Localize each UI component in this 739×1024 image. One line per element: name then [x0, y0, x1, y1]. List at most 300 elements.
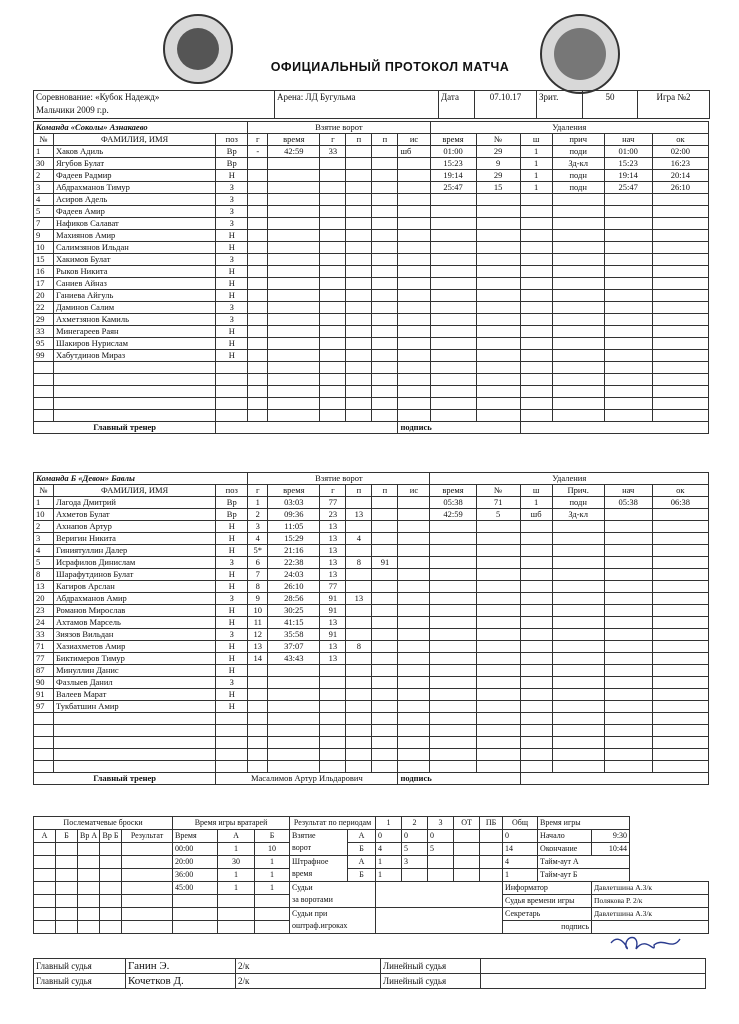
team-b-penalty-cell — [652, 713, 708, 725]
team-a-player-number — [34, 410, 54, 422]
page-title: ОФИЦИАЛЬНЫЙ ПРОТОКОЛ МАТЧА — [270, 60, 510, 74]
team-a-goal-cell — [248, 362, 268, 374]
team-b-penalty-cell — [430, 605, 476, 617]
team-a-player-position: З — [216, 254, 248, 266]
team-a-goal-cell: - — [248, 146, 268, 158]
team-a-goal-cell — [320, 182, 346, 194]
team-a-penalty-cell: 29 — [476, 146, 520, 158]
team-a-goal-cell — [372, 182, 398, 194]
team-a-goal-cell: 42:59 — [268, 146, 320, 158]
team-b-goal-cell: 03:03 — [268, 497, 320, 509]
team-b-goal-cell — [398, 533, 430, 545]
team-a-penalty-cell: 1 — [520, 182, 552, 194]
team-b-penalty-cell — [604, 737, 652, 749]
team-b-row — [34, 533, 709, 545]
team-a-col-header: ис — [398, 134, 430, 146]
team-a-penalty-cell: 25:47 — [430, 182, 476, 194]
team-b-goal-cell — [372, 653, 398, 665]
team-a-goal-cell — [398, 290, 430, 302]
goals-b-ot — [454, 843, 480, 856]
team-b-goal-cell — [346, 749, 372, 761]
team-a-penalty-cell — [476, 290, 520, 302]
team-a-goal-cell — [372, 194, 398, 206]
team-a-penalty-cell — [476, 338, 520, 350]
team-a-penalty-cell — [604, 314, 652, 326]
team-b-player-number: 24 — [34, 617, 54, 629]
team-b-penalty-cell — [604, 749, 652, 761]
team-a-penalty-cell — [552, 410, 604, 422]
team-a-penalty-cell — [652, 314, 708, 326]
team-b-penalty-cell — [652, 629, 708, 641]
team-b-penalty-cell — [520, 533, 552, 545]
team-b-player-position: З — [216, 629, 248, 641]
team-b-penalty-cell: 5 — [476, 509, 520, 521]
team-a-goal-cell — [346, 374, 372, 386]
team-b-goals-title: Взятие ворот — [248, 473, 430, 485]
team-a-goal-cell — [346, 302, 372, 314]
team-b-goal-cell — [346, 713, 372, 725]
team-a-goal-cell — [346, 290, 372, 302]
team-a-player-position: З — [216, 206, 248, 218]
team-b-col-header: г — [248, 485, 268, 497]
team-b-goal-cell — [248, 737, 268, 749]
team-b-goal-cell — [268, 737, 320, 749]
team-b-penalty-cell — [552, 749, 604, 761]
team-a-player-position: З — [216, 302, 248, 314]
team-b-penalty-cell — [604, 605, 652, 617]
team-a-penalty-cell — [520, 314, 552, 326]
team-a-player-name: Даминов Салим — [54, 302, 216, 314]
team-b-goal-cell: 8 — [248, 581, 268, 593]
team-a-player-position: Н — [216, 242, 248, 254]
team-a-goal-cell — [248, 158, 268, 170]
team-b-goal-cell — [320, 725, 346, 737]
team-a-penalty-cell — [430, 194, 476, 206]
team-b-penalty-cell — [476, 653, 520, 665]
team-b-goal-cell — [398, 653, 430, 665]
right-stamp-icon — [540, 14, 620, 94]
team-b-goal-cell — [346, 545, 372, 557]
team-a-penalty-cell: подн — [552, 170, 604, 182]
period-total-header: Общ — [503, 817, 538, 830]
team-b-penalty-cell — [652, 665, 708, 677]
team-b-penalty-cell — [604, 665, 652, 677]
team-a-player-name: Саниев Айназ — [54, 278, 216, 290]
team-a-penalty-cell: 29 — [476, 170, 520, 182]
team-a-penalty-cell — [552, 230, 604, 242]
team-a-player-position: Н — [216, 266, 248, 278]
team-a-player-number: 29 — [34, 314, 54, 326]
team-b-goal-cell — [372, 713, 398, 725]
team-b-penalty-cell — [552, 617, 604, 629]
team-b-goal-cell: 5* — [248, 545, 268, 557]
team-a-player-number: 95 — [34, 338, 54, 350]
team-b-penalty-cell — [652, 521, 708, 533]
timekeeper-label: Судья времени игры — [503, 895, 592, 908]
team-a-player-name — [54, 362, 216, 374]
goalie-row-4-b: 1 — [255, 882, 290, 895]
pen-judges-label-1: Судьи при — [292, 909, 328, 918]
team-b-goal-cell — [398, 713, 430, 725]
team-b-goal-cell: 13 — [320, 617, 346, 629]
main-referee-2-name: Кочетков Д. — [126, 974, 236, 989]
team-b-goal-cell — [268, 677, 320, 689]
team-b-player-position: З — [216, 593, 248, 605]
team-b-goal-cell — [320, 749, 346, 761]
team-b-row — [34, 593, 709, 605]
team-a-goal-cell — [346, 266, 372, 278]
secretary-cell — [592, 908, 709, 921]
team-a-goal-cell — [248, 266, 268, 278]
team-b-penalty-cell — [430, 749, 476, 761]
team-a-penalty-cell — [476, 326, 520, 338]
team-a-goal-cell — [398, 182, 430, 194]
team-a-row — [34, 326, 709, 338]
team-a-penalty-cell — [476, 362, 520, 374]
team-b-player-number: 1 — [34, 497, 54, 509]
team-a-goal-cell — [372, 158, 398, 170]
team-b-goal-cell — [346, 617, 372, 629]
team-b-col-header: время — [430, 485, 476, 497]
team-b-col-header: ФАМИЛИЯ, ИМЯ — [54, 485, 216, 497]
team-b-penalty-cell — [652, 617, 708, 629]
team-a-row — [34, 362, 709, 374]
pim-a-team: А — [348, 856, 376, 869]
signature-icon — [606, 925, 686, 961]
team-a-penalty-cell — [552, 398, 604, 410]
team-b-penalty-cell — [520, 749, 552, 761]
pim-label-2: время — [292, 869, 313, 878]
team-b-player-position: Н — [216, 533, 248, 545]
team-a-penalty-cell — [430, 314, 476, 326]
team-b-penalty-cell: 71 — [476, 497, 520, 509]
team-b-player-position: З — [216, 677, 248, 689]
team-a-row — [34, 290, 709, 302]
team-b-penalty-cell — [430, 641, 476, 653]
team-b-row — [34, 665, 709, 677]
team-a-col-header: прич — [552, 134, 604, 146]
main-referee-1-name: Ганин Э. — [126, 959, 236, 974]
team-a-penalty-cell: 15:23 — [604, 158, 652, 170]
team-a-penalty-cell — [520, 374, 552, 386]
team-a-penalty-cell — [652, 194, 708, 206]
team-b-penalty-cell — [430, 713, 476, 725]
team-b-penalty-cell — [476, 533, 520, 545]
team-b-goal-cell: 43:43 — [268, 653, 320, 665]
goals-a-total: 0 — [503, 830, 538, 843]
end-label: Окончание — [538, 843, 592, 856]
team-b-player-position: Н — [216, 581, 248, 593]
team-a-penalty-cell — [552, 338, 604, 350]
team-a-penalty-cell — [652, 242, 708, 254]
team-b-goal-cell — [372, 581, 398, 593]
team-b-goal-cell: 26:10 — [268, 581, 320, 593]
team-b-penalty-cell — [652, 509, 708, 521]
team-b-player-position: Н — [216, 569, 248, 581]
team-a-goal-cell — [320, 206, 346, 218]
team-b-row — [34, 761, 709, 773]
team-a-player-number: 10 — [34, 242, 54, 254]
start-label: Начало — [538, 830, 592, 843]
team-a-goal-cell — [398, 254, 430, 266]
team-b-penalty-cell — [430, 557, 476, 569]
informer-category: 3/к — [642, 883, 653, 892]
team-a-goal-cell — [346, 362, 372, 374]
team-b-goal-cell — [398, 509, 430, 521]
team-b-penalty-cell — [476, 737, 520, 749]
goals-b-team: Б — [348, 843, 376, 856]
team-b-penalty-cell — [520, 725, 552, 737]
team-a-penalty-cell — [604, 362, 652, 374]
team-a-goal-cell — [372, 266, 398, 278]
team-a-goal-cell — [320, 158, 346, 170]
team-a-player-number — [34, 362, 54, 374]
team-b-penalty-cell — [476, 545, 520, 557]
team-b-player-name: Ахтамов Марсель — [54, 617, 216, 629]
team-b-goal-cell: 14 — [248, 653, 268, 665]
team-b-goal-cell: 3 — [248, 521, 268, 533]
team-a-penalty-cell — [604, 326, 652, 338]
team-a-goal-cell — [346, 254, 372, 266]
team-b-goal-cell — [320, 713, 346, 725]
team-a-penalty-cell — [520, 338, 552, 350]
goals-a-team: А — [348, 830, 376, 843]
team-b-penalty-cell — [604, 725, 652, 737]
team-a-penalty-cell — [520, 398, 552, 410]
team-a-penalty-cell — [520, 266, 552, 278]
team-a-goal-cell — [346, 338, 372, 350]
team-b-goal-cell — [398, 497, 430, 509]
team-a-player-name — [54, 410, 216, 422]
team-b-penalty-cell — [520, 581, 552, 593]
team-a-goal-cell — [346, 314, 372, 326]
team-a-penalty-cell — [476, 194, 520, 206]
team-b-goal-cell — [372, 689, 398, 701]
team-a-player-name: Асиров Адель — [54, 194, 216, 206]
spectators-value: 50 — [583, 91, 638, 119]
team-a-player-number: 15 — [34, 254, 54, 266]
team-a-goal-cell — [320, 374, 346, 386]
team-a-penalty-cell — [604, 230, 652, 242]
team-b-penalty-cell — [652, 749, 708, 761]
team-b-row — [34, 545, 709, 557]
team-b-goal-cell: 4 — [248, 533, 268, 545]
team-b-goal-cell — [346, 677, 372, 689]
team-b-goal-cell — [398, 701, 430, 713]
team-b-player-name: Исрафилов Динислам — [54, 557, 216, 569]
team-b-penalty-cell — [430, 725, 476, 737]
team-a-row — [34, 302, 709, 314]
team-a-coach-name — [216, 422, 398, 434]
team-a-goal-cell — [320, 410, 346, 422]
officials-sign-label: подпись — [503, 921, 592, 934]
informer-label: Информатор — [503, 882, 592, 895]
team-b-player-position — [216, 713, 248, 725]
team-a-row — [34, 218, 709, 230]
shootout-col-a: А — [34, 830, 56, 843]
team-b-penalty-cell — [520, 653, 552, 665]
team-a-player-position: Н — [216, 230, 248, 242]
timeout-b-label: Тайм-аут Б — [538, 869, 630, 882]
team-a-row — [34, 206, 709, 218]
team-a-goal-cell — [320, 326, 346, 338]
team-a-penalty-cell — [520, 350, 552, 362]
team-b-goal-cell — [346, 737, 372, 749]
team-a-goal-cell — [346, 350, 372, 362]
team-b-penalty-cell — [476, 581, 520, 593]
team-a-player-position: Н — [216, 326, 248, 338]
team-a-penalty-cell: 9 — [476, 158, 520, 170]
team-b-goal-cell: 35:58 — [268, 629, 320, 641]
team-a-penalty-cell — [520, 290, 552, 302]
period-3-header: 3 — [428, 817, 454, 830]
team-b-goal-cell: 12 — [248, 629, 268, 641]
team-b-player-position: Н — [216, 689, 248, 701]
team-a-penalty-cell — [604, 386, 652, 398]
team-a-goal-cell — [248, 338, 268, 350]
team-b-goal-cell: 8 — [346, 641, 372, 653]
informer-name: Давлетшина А. — [594, 883, 643, 892]
team-b-player-position: Н — [216, 605, 248, 617]
team-b-goal-cell — [398, 665, 430, 677]
team-b-goal-cell — [398, 629, 430, 641]
team-a-penalty-cell — [652, 350, 708, 362]
team-a-penalty-cell — [520, 230, 552, 242]
team-a-player-name: Салимзянов Ильдан — [54, 242, 216, 254]
team-a-goal-cell — [320, 218, 346, 230]
team-b-player-number — [34, 713, 54, 725]
team-a-goal-cell — [398, 362, 430, 374]
team-a-penalty-cell — [604, 302, 652, 314]
team-b-goal-cell — [346, 653, 372, 665]
team-a-player-position — [216, 362, 248, 374]
team-b-player-position: Н — [216, 545, 248, 557]
team-b-penalty-cell — [430, 701, 476, 713]
team-b-player-number: 13 — [34, 581, 54, 593]
team-b-penalty-cell — [476, 593, 520, 605]
team-a-penalty-cell — [430, 218, 476, 230]
team-a-player-number: 99 — [34, 350, 54, 362]
team-b-player-position: Н — [216, 653, 248, 665]
team-a-row — [34, 242, 709, 254]
team-b-penalty-cell — [476, 557, 520, 569]
date-label: Дата — [439, 91, 475, 119]
referees-table — [33, 958, 706, 989]
team-b-penalty-cell — [476, 701, 520, 713]
team-a-penalty-cell — [604, 206, 652, 218]
team-b-goal-cell: 9 — [248, 593, 268, 605]
team-b-penalty-cell — [430, 617, 476, 629]
team-a-penalty-cell — [604, 254, 652, 266]
team-b-penalty-cell — [552, 677, 604, 689]
team-b-penalty-cell — [476, 629, 520, 641]
team-a-penalty-cell — [552, 350, 604, 362]
team-a-player-name: Фадеев Радмир — [54, 170, 216, 182]
team-b-player-name: Веригин Никита — [54, 533, 216, 545]
team-b-penalty-cell — [430, 677, 476, 689]
secretary-category: 3/к — [642, 909, 653, 918]
team-a-goal-cell — [268, 242, 320, 254]
goalie-row-4-a: 1 — [218, 882, 255, 895]
team-b-penalty-cell — [652, 677, 708, 689]
team-a-penalty-cell: 1 — [520, 170, 552, 182]
team-a-penalty-cell — [520, 254, 552, 266]
team-b-goal-cell: 13 — [248, 641, 268, 653]
team-b-player-name: Тукбатшин Амир — [54, 701, 216, 713]
team-b-goal-cell — [372, 749, 398, 761]
goalie-row-2-a: 30 — [218, 856, 255, 869]
team-a-penalty-cell: 20:14 — [652, 170, 708, 182]
team-a-penalty-cell — [476, 374, 520, 386]
goals-a-p3: 0 — [428, 830, 454, 843]
timekeeper-category: 2/к — [632, 896, 643, 905]
team-a-col-header: время — [268, 134, 320, 146]
team-a-player-name — [54, 386, 216, 398]
team-a-goal-cell — [346, 218, 372, 230]
team-b-row — [34, 509, 709, 521]
team-a-player-position: Н — [216, 290, 248, 302]
team-b-player-number — [34, 761, 54, 773]
team-b-player-name: Кагиров Арслан — [54, 581, 216, 593]
team-b-penalty-cell — [604, 521, 652, 533]
team-b-player-number: 20 — [34, 593, 54, 605]
team-a-goal-cell — [268, 326, 320, 338]
end-value: 10:44 — [592, 843, 630, 856]
team-a-player-number: 16 — [34, 266, 54, 278]
team-b-penalty-cell — [430, 581, 476, 593]
main-referee-1-category: 2/к — [236, 959, 381, 974]
team-a-player-name: Нафиков Салават — [54, 218, 216, 230]
team-b-row — [34, 629, 709, 641]
team-a-player-name — [54, 374, 216, 386]
team-b-goal-cell — [372, 521, 398, 533]
team-a-row — [34, 158, 709, 170]
team-b-penalty-cell — [552, 557, 604, 569]
team-b-table — [33, 472, 709, 785]
team-b-player-name — [54, 725, 216, 737]
team-a-goal-cell — [372, 314, 398, 326]
team-a-penalty-cell — [604, 194, 652, 206]
team-b-penalty-cell — [520, 701, 552, 713]
team-b-player-position — [216, 737, 248, 749]
team-b-goal-cell: 6 — [248, 557, 268, 569]
team-b-col-header: № — [476, 485, 520, 497]
team-b-penalty-cell — [430, 653, 476, 665]
pim-a-p3 — [428, 856, 454, 869]
team-b-player-position: З — [216, 557, 248, 569]
goals-a-ot — [454, 830, 480, 843]
team-b-goal-cell — [320, 737, 346, 749]
team-b-penalty-cell — [652, 653, 708, 665]
team-a-penalty-cell: 26:10 — [652, 182, 708, 194]
team-a-goal-cell — [248, 374, 268, 386]
team-b-penalty-cell — [652, 725, 708, 737]
team-b-coach-name: Масалимов Артур Ильдарович — [216, 773, 398, 785]
team-a-col-header: № — [476, 134, 520, 146]
team-a-goal-cell — [398, 230, 430, 242]
team-b-goal-cell: 23 — [320, 509, 346, 521]
team-a-goal-cell — [268, 290, 320, 302]
team-a-goal-cell — [398, 194, 430, 206]
team-a-goal-cell — [248, 278, 268, 290]
team-a-goal-cell — [372, 350, 398, 362]
team-b-penalty-cell — [476, 665, 520, 677]
team-b-goal-cell — [320, 761, 346, 773]
team-b-goal-cell — [398, 749, 430, 761]
team-b-player-name: Зиязов Вильдан — [54, 629, 216, 641]
team-b-goal-cell — [398, 737, 430, 749]
team-b-player-name: Биктимеров Тимур — [54, 653, 216, 665]
